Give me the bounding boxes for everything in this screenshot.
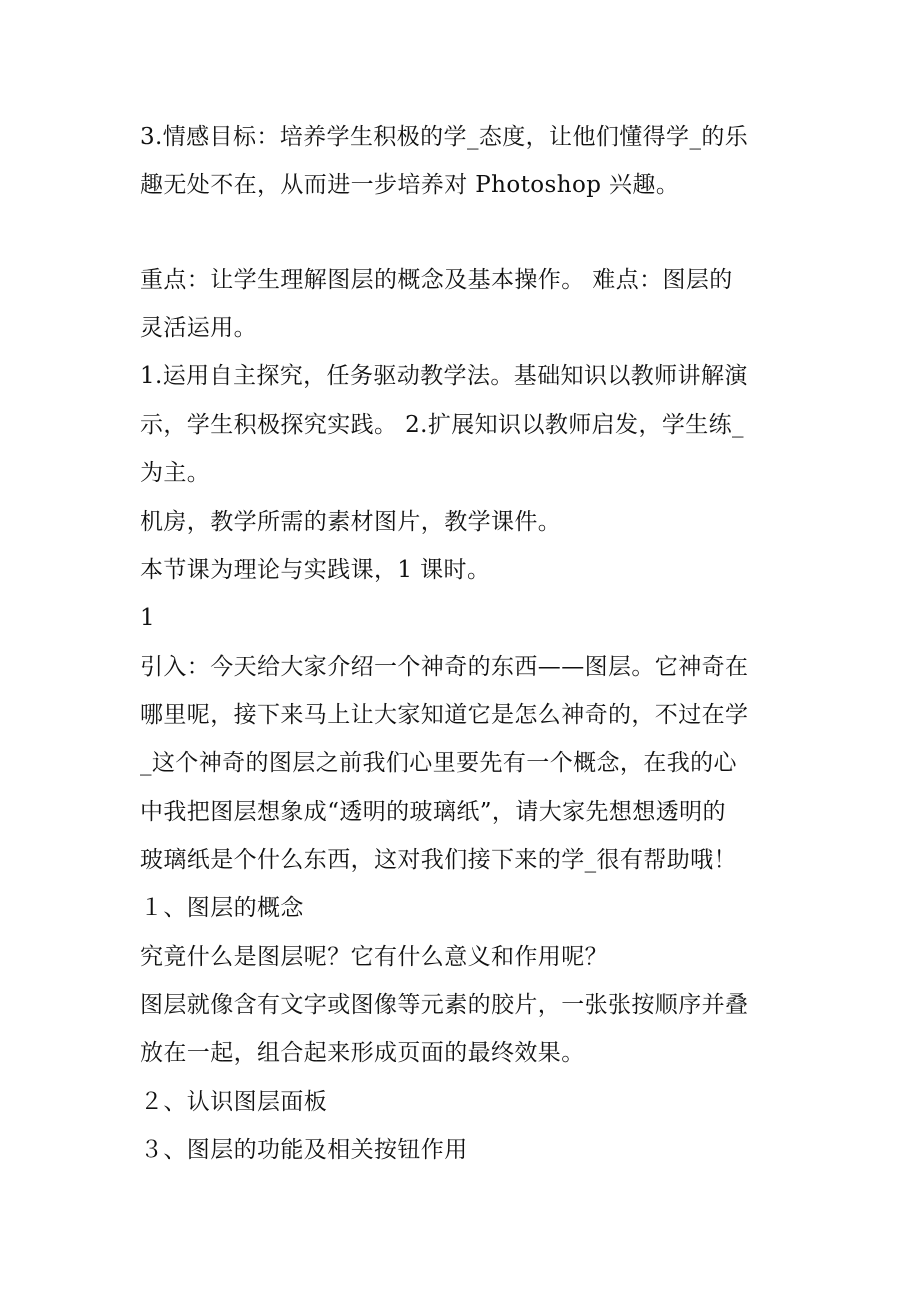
text-line-3: 重点：让学生理解图层的概念及基本操作。 难点：图层的: [140, 267, 733, 293]
text-line-14: 中我把图层想象成“透明的玻璃纸”，请大家先想想透明的: [140, 799, 726, 825]
text-line-11: 引入：今天给大家介绍一个神奇的东西——图层。它神奇在: [140, 654, 749, 680]
text-line-4: 灵活运用。: [140, 315, 257, 341]
text-line-9: 本节课为理论与实践课，1 课时。: [140, 557, 491, 583]
text-line-13: _这个神奇的图层之前我们心里要先有一个概念，在我的心: [140, 750, 737, 776]
text-line-2: 趣无处不在，从而进一步培养对 Photoshop 兴趣。: [140, 172, 680, 198]
text-line-7: 为主。: [140, 460, 211, 486]
text-line-21: ３、图层的功能及相关按钮作用: [140, 1137, 468, 1163]
text-line-10: 1: [140, 605, 156, 631]
text-line-8: 机房，教学所需的素材图片，教学课件。: [140, 509, 562, 535]
text-line-20: ２、认识图层面板: [140, 1089, 328, 1115]
text-line-16: １、图层的概念: [140, 895, 304, 921]
text-line-5: 1.运用自主探究，任务驱动教学法。基础知识以教师讲解演: [140, 363, 748, 389]
text-line-18: 图层就像含有文字或图像等元素的胶片，一张张按顺序并叠: [140, 992, 749, 1018]
text-line-12: 哪里呢，接下来马上让大家知道它是怎么神奇的，不过在学: [140, 702, 749, 728]
text-line-17: 究竟什么是图层呢？它有什么意义和作用呢？: [140, 944, 608, 970]
text-line-6: 示，学生积极探究实践。 2.扩展知识以教师启发，学生练_: [140, 412, 744, 438]
text-line-1: 3.情感目标：培养学生积极的学_态度，让他们懂得学_的乐: [140, 124, 749, 150]
text-line-19: 放在一起，组合起来形成页面的最终效果。: [140, 1040, 585, 1066]
text-line-15: 玻璃纸是个什么东西，这对我们接下来的学_很有帮助哦！: [140, 847, 737, 873]
